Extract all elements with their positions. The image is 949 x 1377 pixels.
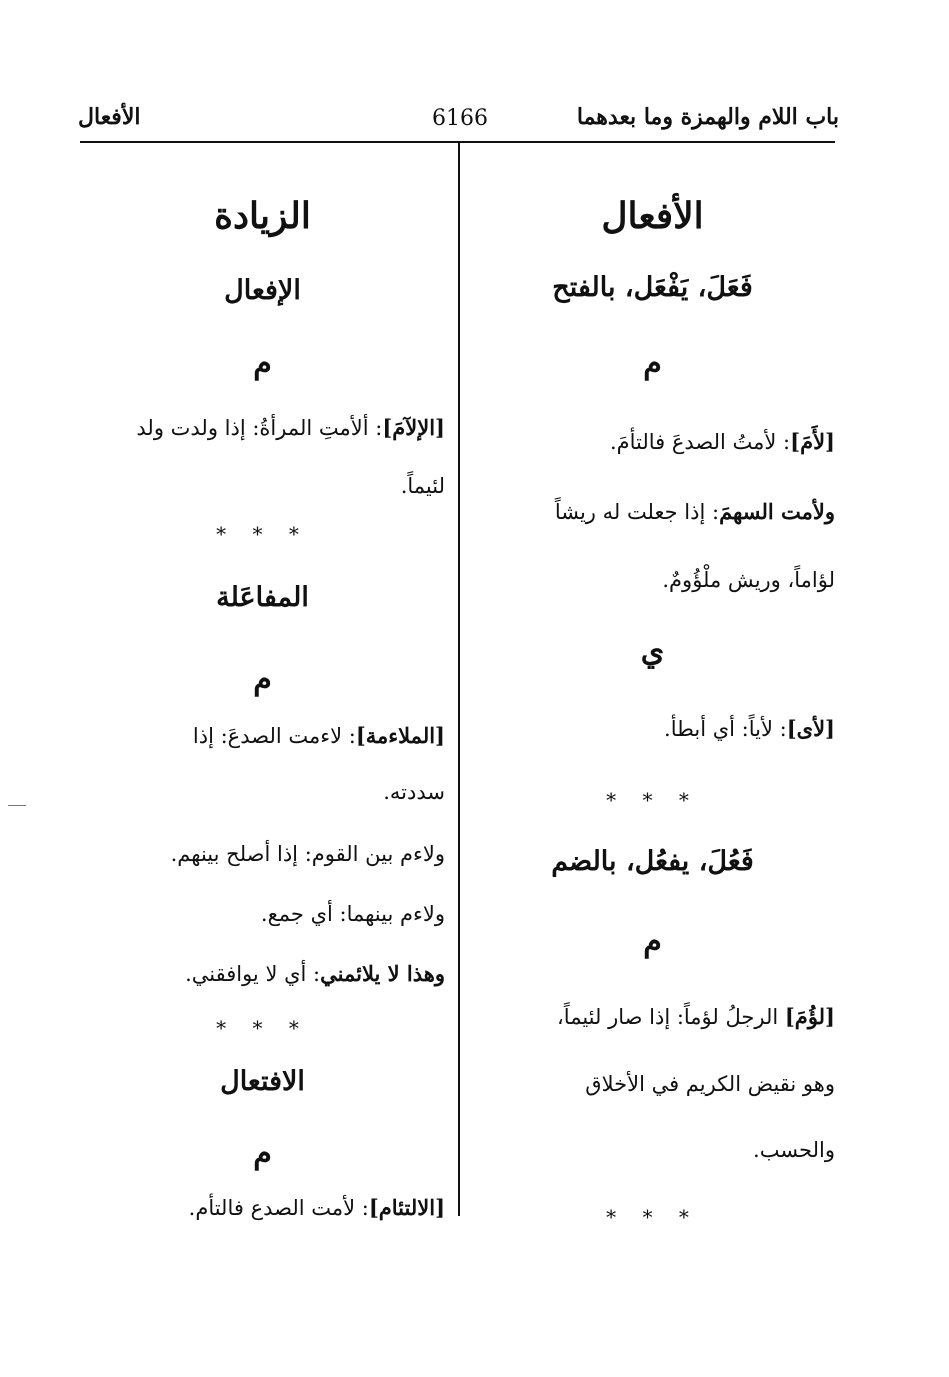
- page-header: [70, 100, 839, 140]
- separator-stars: * * *: [216, 1016, 309, 1040]
- entry-text: : أي لا يوافقني.: [185, 962, 321, 986]
- entry-head: [لأى]: [786, 716, 835, 741]
- entry-text: : لاءمت الصدعَ: إذا: [192, 724, 356, 748]
- running-head-chapter: باب اللام والهمزة وما بعدهما: [576, 104, 839, 130]
- entry-head: [الإلآمَ]: [382, 415, 445, 440]
- letter-heading: م: [643, 346, 662, 381]
- entry: [470, 983, 835, 1051]
- entry-head: ولأمت السهمَ: [719, 499, 835, 524]
- separator-stars: * * *: [216, 522, 309, 546]
- entry: [470, 695, 835, 763]
- subtitle: الافتعال: [220, 1066, 305, 1097]
- letter-heading: م: [253, 346, 272, 381]
- separator-stars: * * *: [606, 788, 699, 812]
- entry-line: والحسب.: [753, 1138, 835, 1162]
- entry-line: ولاءم بين القوم: إذا أصلح بينهم.: [170, 842, 445, 866]
- entry-text: : لأمتُ الصدعَ فالتأمَ.: [609, 430, 791, 454]
- entry-line: سددته.: [383, 780, 445, 804]
- entry-line: وهو نقيض الكريم في الأخلاق: [585, 1072, 835, 1096]
- entry-line: لئيماً.: [400, 474, 445, 498]
- entry-line: ولاءم بينهما: أي جمع.: [260, 902, 445, 926]
- letter-heading: م: [643, 924, 662, 959]
- column-divider: [458, 141, 460, 1216]
- entry-head: [الملاءمة]: [355, 723, 445, 748]
- entry: [470, 478, 835, 546]
- letter-heading: م: [253, 662, 272, 697]
- entry-head: [الالتئام]: [368, 1195, 445, 1220]
- subtitle: فَعُلَ، يفعُل، بالضم: [551, 846, 754, 877]
- entry: [80, 940, 445, 1008]
- letter-heading: ي: [640, 634, 665, 669]
- entry-text: : إذا جعلت له ريشاً: [554, 500, 720, 524]
- entry: [80, 1174, 445, 1242]
- section-title: الأفعال: [601, 195, 704, 237]
- entry-head: وهذا لا يلائمني: [320, 961, 445, 986]
- entry-text: : لأياً: أي أبطأ.: [664, 717, 787, 741]
- entry-text: : لأمت الصدع فالتأم.: [188, 1196, 369, 1220]
- letter-heading: م: [253, 1136, 272, 1171]
- entry-text: الرجلُ لؤماً: إذا صار لئيماً،: [557, 1005, 779, 1029]
- section-title: الزيادة: [214, 195, 311, 237]
- entry-head: [لأَمَ]: [790, 429, 835, 454]
- entry: [470, 408, 835, 476]
- page-number: 6166: [432, 106, 488, 131]
- subtitle: الإفعال: [224, 275, 301, 306]
- separator-stars: * * *: [606, 1205, 699, 1229]
- subtitle: المفاعَلة: [216, 582, 309, 613]
- margin-mark: [8, 805, 26, 806]
- subtitle: فَعَلَ، يَفْعَل، بالفتح: [552, 272, 753, 303]
- entry-text: : ألأمتِ المرأةُ: إذا ولدت ولد: [136, 416, 383, 440]
- entry-head: [لؤُمَ]: [784, 1004, 835, 1029]
- entry-line: لؤاماً، وريش ملْؤُومٌ.: [662, 568, 835, 592]
- running-head-section: الأفعال: [78, 104, 141, 130]
